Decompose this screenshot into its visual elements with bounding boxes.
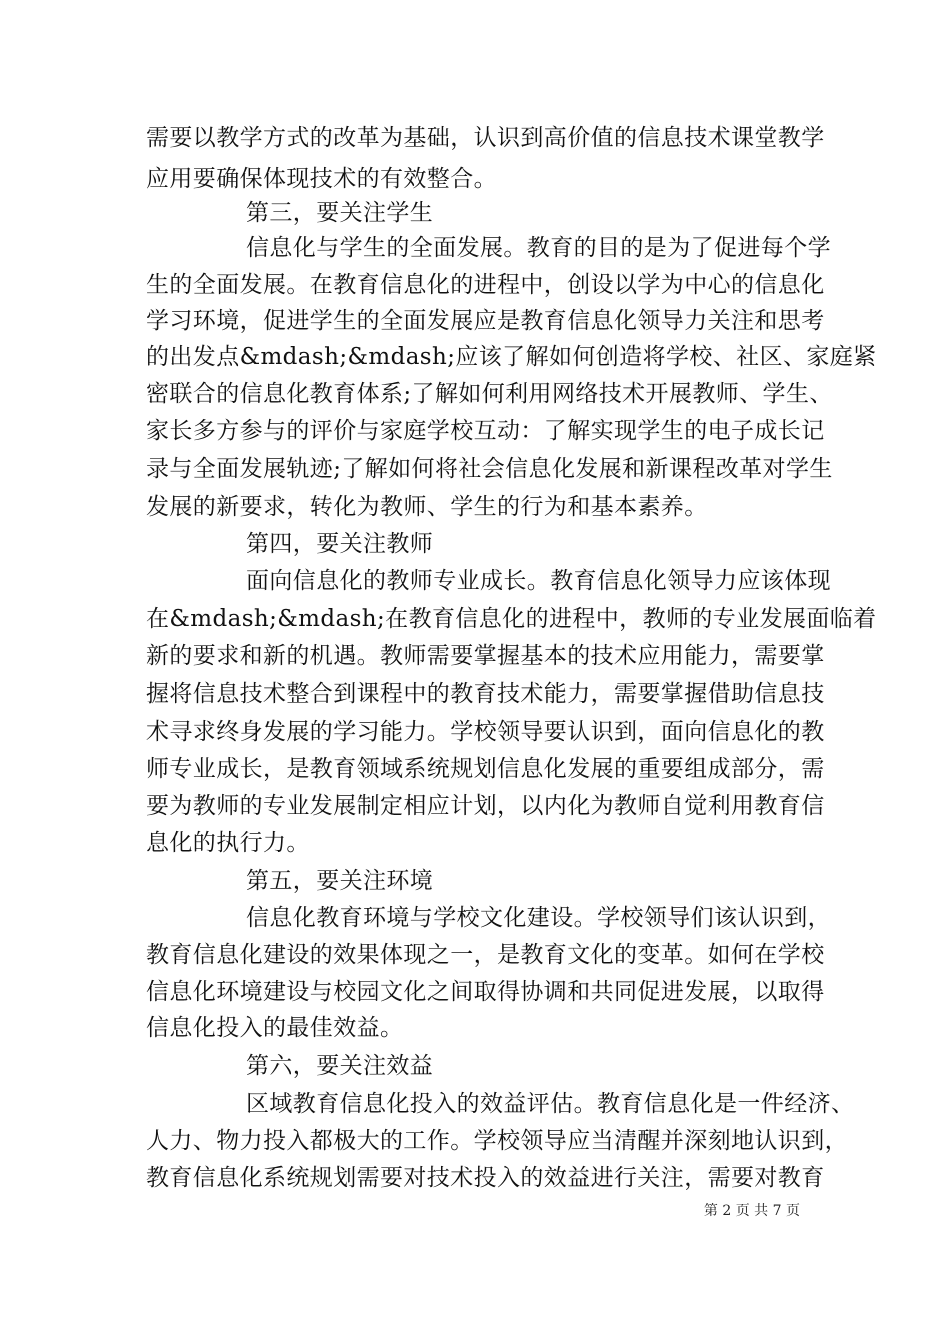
- paragraph-line: 新的要求和新的机遇。教师需要掌握基本的技术应用能力，需要掌: [146, 643, 825, 669]
- paragraph-line: 在&mdash;&mdash;在教育信息化的进程中，教师的专业发展面临着: [146, 606, 877, 632]
- paragraph-line: 需要以教学方式的改革为基础，认识到高价值的信息技术课堂教学: [146, 125, 825, 151]
- paragraph-line: 录与全面发展轨迹;了解如何将社会信息化发展和新课程改革对学生: [146, 456, 833, 482]
- section-heading: 第三，要关注学生: [246, 200, 434, 226]
- page-number-footer: 第 2 页 共 7 页: [703, 1203, 800, 1219]
- paragraph-line: 信息化环境建设与校园文化之间取得协调和共同促进发展，以取得: [146, 979, 825, 1005]
- paragraph-line: 信息化与学生的全面发展。教育的目的是为了促进每个学: [246, 235, 831, 261]
- paragraph-line: 应用要确保体现技术的有效整合。: [146, 166, 497, 192]
- section-heading: 第六，要关注效益: [246, 1053, 434, 1079]
- paragraph-line: 信息化投入的最佳效益。: [146, 1015, 404, 1041]
- paragraph-line: 家长多方参与的评价与家庭学校互动：了解实现学生的电子成长记: [146, 418, 825, 444]
- paragraph-line: 面向信息化的教师专业成长。教育信息化领导力应该体现: [246, 568, 831, 594]
- paragraph-line: 握将信息技术整合到课程中的教育技术能力，需要掌握借助信息技: [146, 681, 825, 707]
- paragraph-line: 师专业成长，是教育领域系统规划信息化发展的重要组成部分，需: [146, 756, 825, 782]
- paragraph-line: 教育信息化建设的效果体现之一，是教育文化的变革。如何在学校: [146, 942, 825, 968]
- paragraph-line: 的出发点&mdash;&mdash;应该了解如何创造将学校、社区、家庭紧: [146, 344, 877, 370]
- paragraph-line: 区域教育信息化投入的效益评估。教育信息化是一件经济、: [246, 1091, 855, 1117]
- paragraph-line: 生的全面发展。在教育信息化的进程中，创设以学为中心的信息化: [146, 272, 825, 298]
- paragraph-line: 发展的新要求，转化为教师、学生的行为和基本素养。: [146, 494, 708, 520]
- paragraph-line: 息化的执行力。: [146, 830, 310, 856]
- paragraph-line: 要为教师的专业发展制定相应计划，以内化为教师自觉利用教育信: [146, 793, 825, 819]
- paragraph-line: 术寻求终身发展的学习能力。学校领导要认识到，面向信息化的教: [146, 719, 825, 745]
- section-heading: 第四，要关注教师: [246, 531, 434, 557]
- paragraph-line: 人力、物力投入都极大的工作。学校领导应当清醒并深刻地认识到，: [146, 1128, 848, 1154]
- paragraph-line: 信息化教育环境与学校文化建设。学校领导们该认识到，: [246, 905, 831, 931]
- section-heading: 第五，要关注环境: [246, 868, 434, 894]
- paragraph-line: 密联合的信息化教育体系;了解如何利用网络技术开展教师、学生、: [146, 381, 833, 407]
- paragraph-line: 教育信息化系统规划需要对技术投入的效益进行关注，需要对教育: [146, 1165, 825, 1191]
- paragraph-line: 学习环境，促进学生的全面发展应是教育信息化领导力关注和思考: [146, 308, 825, 334]
